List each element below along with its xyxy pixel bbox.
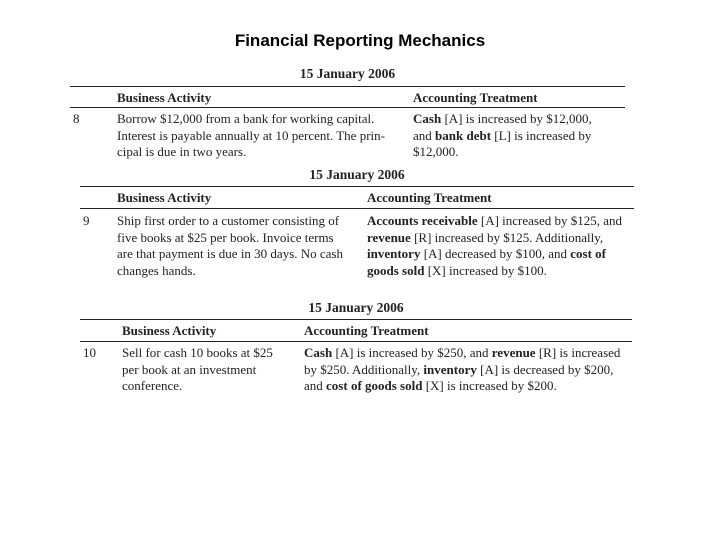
header-business-activity: Business Activity bbox=[117, 190, 212, 205]
header-business-activity: Business Activity bbox=[117, 90, 212, 105]
treatment-line: $12,000. bbox=[413, 144, 459, 159]
accounting-treatment-cell bbox=[413, 111, 623, 161]
treatment-line bbox=[367, 246, 634, 263]
treatment-text: [A] is decreased by $200, bbox=[476, 361, 614, 377]
account-name: bank debt bbox=[435, 127, 492, 143]
table-date: 15 January 2006 bbox=[308, 300, 404, 315]
treatment-text: by $250. Additionally, bbox=[304, 361, 424, 377]
activity-line: Ship first order to a customer consisting of bbox=[117, 213, 340, 228]
header-rule bbox=[80, 341, 632, 342]
treatment-text: [R] increased by $125. Additionally, bbox=[410, 229, 604, 245]
account-name: Cash bbox=[413, 111, 442, 126]
treatment-text: [X] increased by $100. bbox=[424, 262, 547, 278]
header-business-activity: Business Activity bbox=[122, 323, 217, 338]
treatment-text: and bbox=[413, 127, 436, 143]
header-accounting-treatment: Accounting Treatment bbox=[304, 323, 429, 338]
treatment-text: and bbox=[304, 378, 327, 393]
activity-line: are that payment is due in 30 days. No cash bbox=[117, 246, 343, 261]
row-number: 8 bbox=[73, 111, 80, 126]
activity-line: cipal is due in two years. bbox=[117, 144, 247, 159]
accounting-treatment-cell bbox=[304, 345, 634, 395]
treatment-text: [A] is increased by $250, and bbox=[332, 345, 492, 360]
account-name: Accounts receivable bbox=[367, 213, 478, 228]
account-name: cost of goods sold bbox=[326, 378, 423, 393]
treatment-line bbox=[413, 128, 623, 145]
top-rule bbox=[80, 186, 634, 187]
account-name: Cash bbox=[304, 345, 333, 360]
table-date: 15 January 2006 bbox=[299, 66, 396, 81]
accounting-treatment-cell bbox=[367, 213, 634, 279]
business-activity-cell bbox=[117, 213, 362, 279]
activity-line: Interest is payable annually at 10 percent. The prin- bbox=[117, 127, 385, 143]
treatment-line bbox=[367, 263, 634, 280]
account-name: inventory bbox=[423, 361, 477, 377]
top-rule bbox=[80, 319, 632, 320]
treatment-text: [A] decreased by $100, and bbox=[420, 246, 571, 261]
row-number: 9 bbox=[83, 213, 90, 228]
journal-table-10 bbox=[80, 298, 632, 398]
treatment-text: [X] is increased by $200. bbox=[422, 378, 557, 393]
activity-line: Sell for cash 10 books at $25 bbox=[122, 345, 273, 360]
activity-line: changes hands. bbox=[117, 262, 196, 278]
journal-table-8 bbox=[70, 64, 625, 164]
treatment-line bbox=[304, 345, 634, 362]
row-number: 10 bbox=[83, 345, 96, 360]
activity-line: per book at an investment bbox=[122, 361, 257, 377]
account-name: revenue bbox=[491, 345, 536, 360]
journal-table-9 bbox=[80, 165, 634, 285]
header-rule bbox=[80, 208, 634, 209]
header-rule bbox=[70, 107, 625, 108]
treatment-text: [L] is increased by bbox=[491, 127, 592, 143]
table-date: 15 January 2006 bbox=[309, 167, 405, 182]
treatment-line bbox=[304, 378, 634, 395]
account-name: revenue bbox=[367, 229, 411, 245]
treatment-line bbox=[304, 362, 634, 379]
account-name: goods sold bbox=[367, 262, 425, 278]
business-activity-cell bbox=[122, 345, 302, 395]
header-accounting-treatment: Accounting Treatment bbox=[367, 190, 492, 205]
treatment-text: [A] increased by $125, and bbox=[477, 213, 623, 228]
account-name: inventory bbox=[367, 246, 421, 261]
treatment-line bbox=[367, 230, 634, 247]
activity-line: five books at $25 per book. Invoice terms bbox=[117, 229, 334, 245]
activity-line: conference. bbox=[122, 378, 183, 393]
top-rule bbox=[70, 86, 625, 87]
treatment-text: [R] is increased bbox=[535, 345, 621, 360]
header-accounting-treatment: Accounting Treatment bbox=[413, 90, 538, 105]
treatment-line bbox=[367, 213, 634, 230]
treatment-line bbox=[413, 111, 623, 128]
treatment-text: [A] is increased by $12,000, bbox=[441, 111, 592, 126]
slide-title: Financial Reporting Mechanics bbox=[234, 31, 486, 50]
business-activity-cell bbox=[117, 111, 407, 161]
account-name: cost of bbox=[570, 246, 607, 261]
activity-line: Borrow $12,000 from a bank for working capital. bbox=[117, 111, 375, 126]
